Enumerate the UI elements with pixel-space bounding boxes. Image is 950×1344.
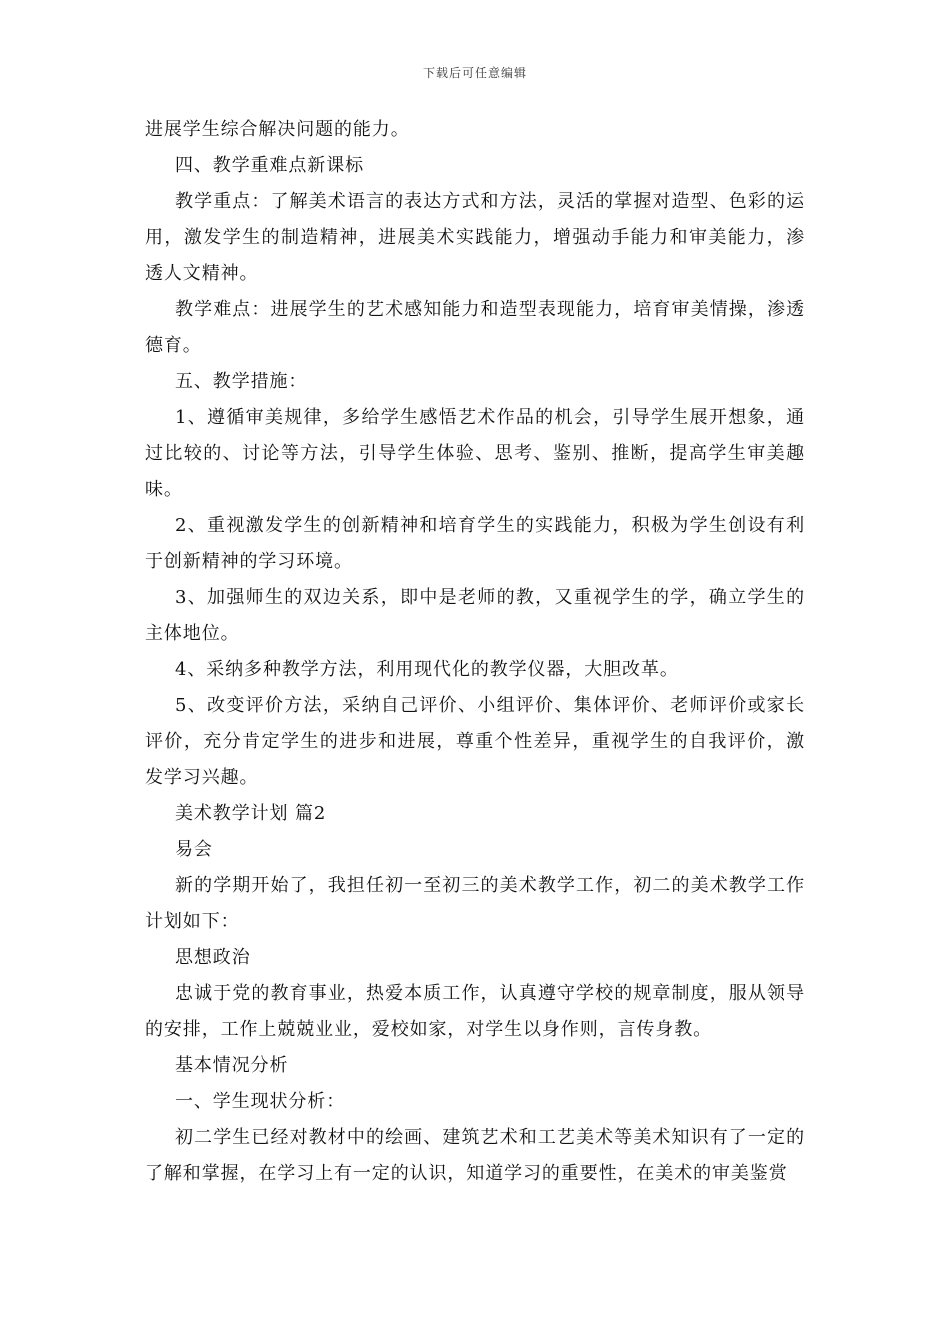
paragraph-11: 美术教学计划 篇2 <box>175 803 327 824</box>
paragraph-15: 忠诚于党的教育事业，热爱本质工作，认真遵守学校的规章制度，服从领导的安排，工作上兢兢业业，爱校如家，对学生以身作则，言传身教。 <box>145 983 805 1040</box>
paragraph-16: 基本情况分析 <box>175 1055 289 1076</box>
paragraph-6: 1、遵循审美规律，多给学生感悟艺术作品的机会，引导学生展开想象，通过比较的、讨论等方法，引导学生体验、思考、鉴别、推断，提高学生审美趣味。 <box>145 407 805 500</box>
paragraph-5: 五、教学措施： <box>175 371 308 392</box>
paragraph-9: 4、采纳多种教学方法，利用现代化的教学仪器，大胆改革。 <box>175 659 679 680</box>
document-body <box>145 112 805 1192</box>
paragraph-18: 初二学生已经对教材中的绘画、建筑艺术和工艺美术等美术知识有了一定的了解和掌握，在学习上有一定的认识，知道学习的重要性，在美术的审美鉴赏 <box>145 1127 805 1184</box>
paragraph-2: 四、教学重难点新课标 <box>175 155 364 176</box>
paragraph-7: 2、重视激发学生的创新精神和培育学生的实践能力，积极为学生创设有利于创新精神的学习环境。 <box>145 515 805 572</box>
paragraph-10: 5、改变评价方法，采纳自己评价、小组评价、集体评价、老师评价或家长评价，充分肯定学生的进步和进展，尊重个性差异，重视学生的自我评价，激发学习兴趣。 <box>145 695 805 788</box>
paragraph-4: 教学难点：进展学生的艺术感知能力和造型表现能力，培育审美情操，渗透德育。 <box>145 299 805 356</box>
paragraph-12: 易会 <box>175 839 213 860</box>
paragraph-13: 新的学期开始了，我担任初一至初三的美术教学工作，初二的美术教学工作计划如下： <box>145 875 805 932</box>
paragraph-14: 思想政治 <box>175 947 251 968</box>
paragraph-3: 教学重点：了解美术语言的表达方式和方法，灵活的掌握对造型、色彩的运用，激发学生的制造精神，进展美术实践能力，增强动手能力和审美能力，渗透人文精神。 <box>145 191 805 284</box>
paragraph-1: 进展学生综合解决问题的能力。 <box>145 119 410 140</box>
paragraph-17: 一、学生现状分析： <box>175 1091 346 1112</box>
paragraph-8: 3、加强师生的双边关系，即中是老师的教，又重视学生的学，确立学生的主体地位。 <box>145 587 805 644</box>
page-header: 下载后可任意编辑 <box>422 66 527 80</box>
